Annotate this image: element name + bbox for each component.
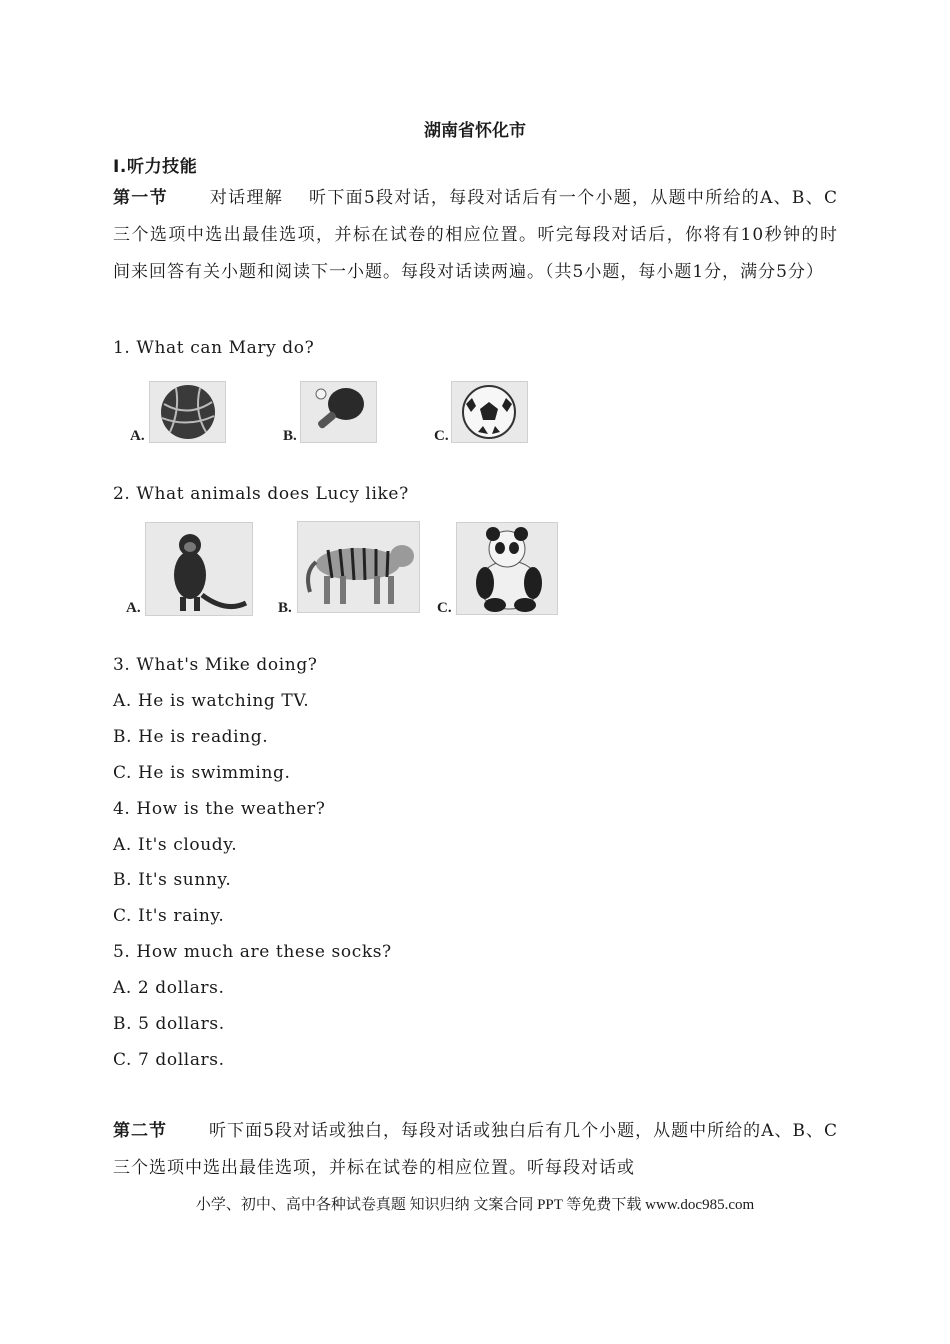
question-3: 3. What's Mike doing? — [113, 655, 318, 675]
part1-label: 第一节 — [113, 188, 168, 208]
q4-option-a: A. It's cloudy. — [113, 835, 238, 855]
q1-option-a-letter: A. — [130, 428, 145, 444]
q4-option-b: B. It's sunny. — [113, 870, 232, 890]
q2-option-a-letter: A. — [126, 600, 141, 616]
part2-text: 听下面5段对话或独白，每段对话或独白后有几个小题，从题中所给的A、B、C三个选项中选出最佳选项，并标在试卷的相应位置。听每段对话或 — [113, 1121, 839, 1178]
part1-text: 听下面5段对话，每段对话后有一个小题，从题中所给的A、B、C三个选项中选出最佳选项，并标在试卷的相应位置。听完每段对话后，你将有10秒钟的时间来回答有关小题和阅读下一小题。每段对话读两遍。（共5小题，每小题1分，满分5分） — [113, 188, 839, 282]
q3-option-b: B. He is reading. — [113, 727, 269, 747]
q3-option-a: A. He is watching TV. — [113, 691, 310, 711]
basketball-icon — [149, 381, 226, 443]
part1-instructions — [113, 180, 838, 291]
panda-icon — [456, 522, 558, 615]
question-5: 5. How much are these socks? — [113, 942, 392, 962]
q1-option-b-letter: B. — [283, 428, 297, 444]
tiger-icon — [297, 521, 420, 613]
question-1: 1. What can Mary do? — [113, 338, 315, 358]
soccer-ball-icon — [451, 381, 528, 443]
part1-subtitle: 对话理解 — [209, 188, 284, 208]
q2-option-c-letter: C. — [437, 600, 452, 616]
q1-option-c-letter: C. — [434, 428, 449, 444]
q5-option-c: C. 7 dollars. — [113, 1050, 225, 1070]
ping-pong-paddle-icon — [300, 381, 377, 443]
q5-option-b: B. 5 dollars. — [113, 1014, 225, 1034]
section-heading: I.听力技能 — [113, 157, 198, 177]
q2-option-b-letter: B. — [278, 600, 292, 616]
part2-label: 第二节 — [113, 1121, 168, 1141]
q3-option-c: C. He is swimming. — [113, 763, 291, 783]
q5-option-a: A. 2 dollars. — [113, 978, 225, 998]
question-4: 4. How is the weather? — [113, 799, 326, 819]
page-footer: 小学、初中、高中各种试卷真题 知识归纳 文案合同 PPT 等免费下载 www.doc985.com — [195, 1197, 755, 1213]
part2-instructions — [113, 1113, 838, 1187]
page-title: 湖南省怀化市 — [424, 121, 526, 141]
question-2: 2. What animals does Lucy like? — [113, 484, 409, 504]
q4-option-c: C. It's rainy. — [113, 906, 225, 926]
monkey-icon — [145, 522, 253, 616]
